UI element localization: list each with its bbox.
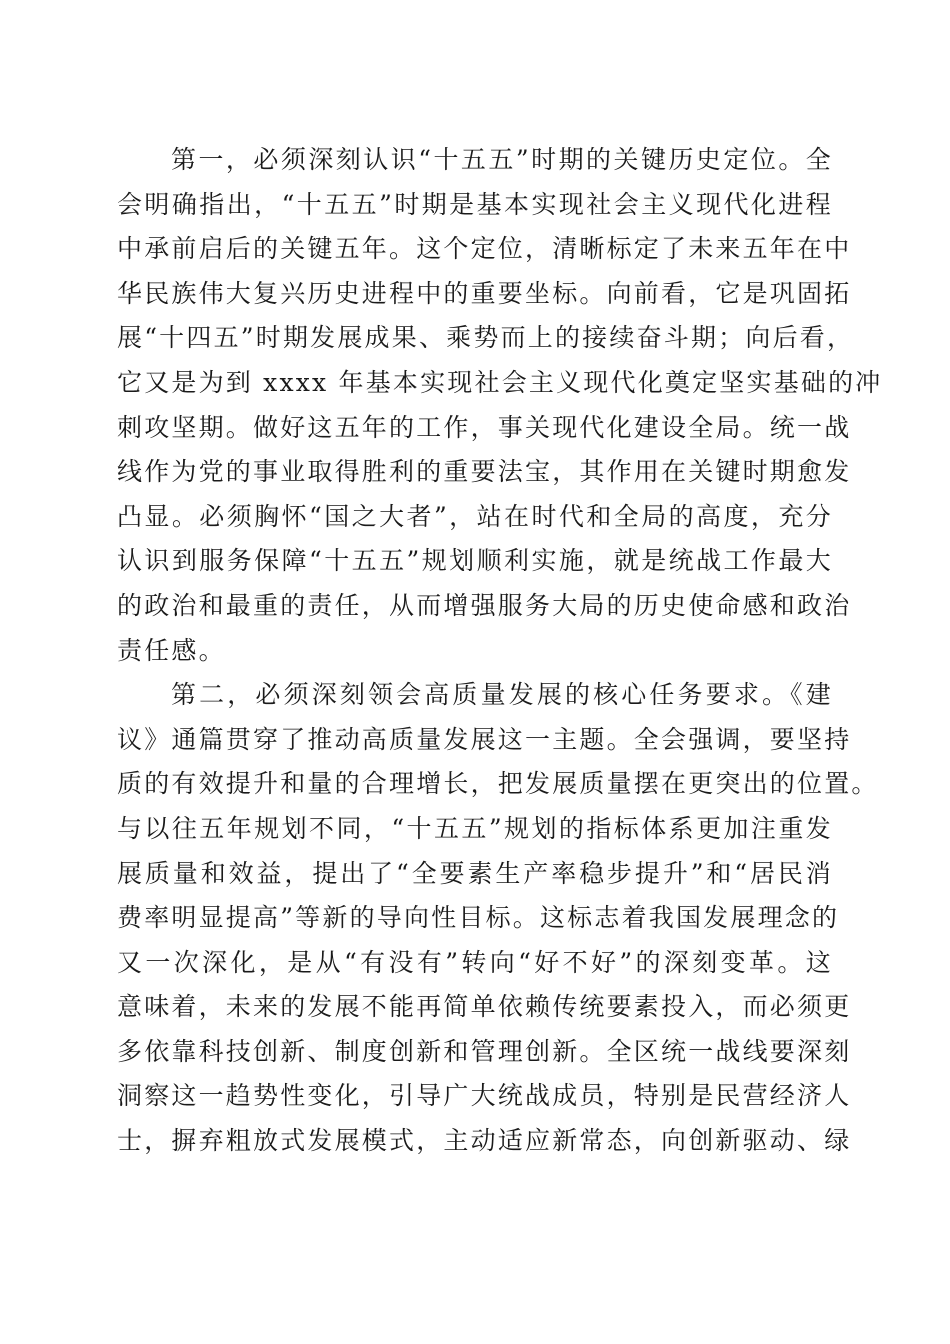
paragraph-line: 费率明显提高”等新的导向性目标。这标志着我国发展理念的 [117, 903, 840, 933]
paragraph-line: 凸显。必须胸怀“国之大者”，站在时代和全局的高度，充分 [117, 501, 833, 531]
paragraph-1 [117, 138, 883, 673]
paragraph-line: 议》通篇贯穿了推动高质量发展这一主题。全会强调，要坚持 [117, 724, 852, 754]
paragraph-line: 第一，必须深刻认识“十五五”时期的关键历史定位。全 [171, 145, 833, 174]
paragraph-line: 第二，必须深刻领会高质量发展的核心任务要求。《建 [171, 680, 833, 710]
paragraph-line: 刺攻坚期。做好这五年的工作，事关现代化建设全局。统一战 [117, 412, 852, 442]
paragraph-line: 线作为党的事业取得胜利的重要法宝，其作用在关键时期愈发 [117, 457, 852, 487]
paragraph-line: 洞察这一趋势性变化，引导广大统战成员，特别是民营经济人 [117, 1081, 852, 1111]
paragraph-line: 会明确指出，“十五五”时期是基本实现社会主义现代化进程 [117, 189, 833, 219]
paragraph-line: 质的有效提升和量的合理增长，把发展质量摆在更突出的位置。 [117, 769, 879, 799]
paragraph-line: 认识到服务保障“十五五”规划顺利实施，就是统战工作最大 [117, 546, 833, 576]
paragraph-line: 展质量和效益，提出了“全要素生产率稳步提升”和“居民消 [117, 858, 833, 888]
paragraph-line: 士，摒弃粗放式发展模式，主动适应新常态，向创新驱动、绿 [117, 1126, 852, 1156]
paragraph-line: 华民族伟大复兴历史进程中的重要坐标。向前看，它是巩固拓 [117, 278, 852, 308]
paragraph-line: 中承前启后的关键五年。这个定位，清晰标定了未来五年在中 [117, 234, 852, 264]
paragraph-2 [117, 673, 879, 1164]
paragraph-line: 又一次深化，是从“有没有”转向“好不好”的深刻变革。这 [117, 947, 833, 977]
paragraph-line: 与以往五年规划不同，“十五五”规划的指标体系更加注重发 [117, 813, 833, 843]
paragraph-line: 的政治和最重的责任，从而增强服务大局的历史使命感和政治 [117, 590, 852, 620]
paragraph-line: 它又是为到 xxxx 年基本实现社会主义现代化奠定坚实基础的冲 [117, 367, 883, 397]
paragraph-line: 多依靠科技创新、制度创新和管理创新。全区统一战线要深刻 [117, 1036, 852, 1066]
paragraph-line: 责任感。 [117, 635, 226, 665]
document-body [117, 138, 883, 1164]
paragraph-line: 意味着，未来的发展不能再简单依赖传统要素投入，而必须更 [117, 992, 852, 1022]
paragraph-line: 展“十四五”时期发展成果、乘势而上的接续奋斗期；向后看， [117, 323, 855, 353]
